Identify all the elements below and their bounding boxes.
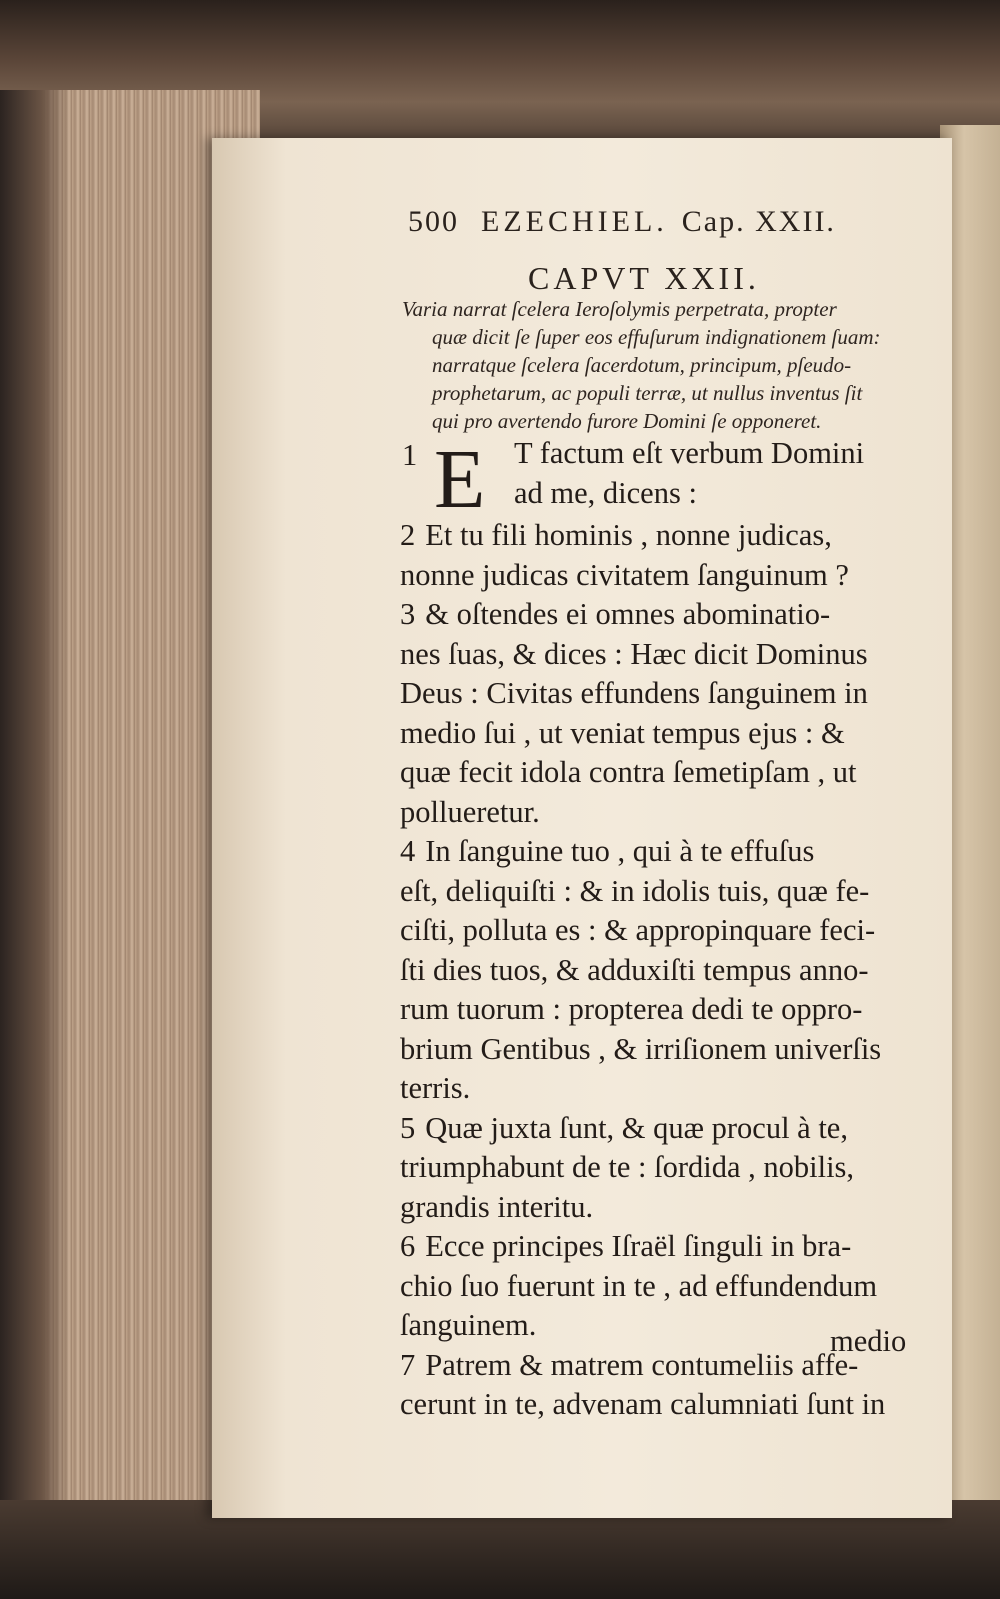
verse-line xyxy=(400,1385,940,1425)
summary-line: Varia narrat ſcelera Ieroſolymis perpetrata, propter xyxy=(402,297,837,321)
verse-line xyxy=(400,1227,940,1267)
verse-text-line: Ecce principes Iſraël ſinguli in bra- xyxy=(425,1229,852,1263)
spine-shadow xyxy=(0,90,70,1540)
verse-number: 7 xyxy=(400,1347,416,1382)
summary-line: qui pro avertendo furore Domini ſe opponeret. xyxy=(432,409,822,433)
verse-text-line: Et tu fili hominis , nonne judicas, xyxy=(425,518,832,552)
verse-text-line: Patrem & matrem contumeliis affe- xyxy=(425,1347,859,1382)
verse-text xyxy=(400,516,940,1425)
verse-line xyxy=(400,832,940,872)
verse-text-line: cerunt in te, advenam calumniati ſunt in xyxy=(400,1387,886,1421)
verse-text-line: Deus : Civitas effundens ſanguinem in xyxy=(400,676,868,710)
verse-text-line: pollueretur. xyxy=(400,794,540,829)
summary-line: prophetarum, ac populi terræ, ut nullus inventus ſit xyxy=(432,381,863,405)
verse-line: ad me, dicens : xyxy=(514,476,697,510)
catchword: medio xyxy=(830,1324,907,1358)
book-name: EZECHIEL. xyxy=(481,205,668,238)
summary-line: quæ dicit ſe ſuper eos effuſurum indignationem ſuam: xyxy=(432,325,881,349)
verse-line xyxy=(400,1030,940,1070)
verse-line xyxy=(400,674,940,714)
verse-number: 5 xyxy=(400,1110,416,1145)
verse-line xyxy=(400,714,940,754)
verse-text-line: nonne judicas civitatem ſanguinum ? xyxy=(400,557,849,592)
verse-number: 6 xyxy=(400,1229,416,1263)
verse-line xyxy=(400,1267,940,1307)
verse-text-line: ſanguinem. xyxy=(400,1308,537,1342)
verse-text-line: Quæ juxta ſunt, & quæ procul à te, xyxy=(425,1110,848,1145)
verse-line xyxy=(400,635,940,675)
verse-line xyxy=(400,951,940,991)
chapter-reference: Cap. XXII. xyxy=(681,205,836,238)
chapter-title: CAPVT XXII. xyxy=(528,260,760,296)
verse-number: 4 xyxy=(400,834,416,868)
verse-line xyxy=(400,516,940,556)
drop-cap: E xyxy=(434,433,486,526)
verse-line xyxy=(400,556,940,596)
verse-line xyxy=(400,753,940,793)
verse-text-line: brium Gentibus , & irriſionem univerſis xyxy=(400,1031,882,1066)
verse-line: T factum eſt verbum Domini xyxy=(514,436,865,470)
verse-line xyxy=(400,793,940,833)
chapter-summary xyxy=(402,295,942,435)
verse-line xyxy=(400,990,940,1030)
verse-number: 3 xyxy=(400,597,416,631)
verse-text-line: rum tuorum : propterea dedi te oppro- xyxy=(400,992,863,1026)
verse-line xyxy=(400,911,940,951)
verse-line xyxy=(400,1069,940,1109)
page-number: 500 xyxy=(408,205,459,238)
verse-text-line: medio ſui , ut veniat tempus ejus : & xyxy=(400,715,845,750)
verse-text-line: & oſtendes ei omnes abominatio- xyxy=(425,597,831,631)
verse-text-line: ſti dies tuos, & adduxiſti tempus anno- xyxy=(400,952,869,987)
verse-text-line: eſt, deliquiſti : & in idolis tuis, quæ fe- xyxy=(400,873,870,908)
verse-line xyxy=(400,1188,940,1228)
summary-line: narratque ſcelera ſacerdotum, principum, pſeudo- xyxy=(432,353,852,377)
verse-text-line: ciſti, polluta es : & appropinquare feci- xyxy=(400,913,876,947)
verse-text-line: quæ fecit idola contra ſemetipſam , ut xyxy=(400,755,857,789)
verse-line xyxy=(400,1109,940,1149)
verse-number: 2 xyxy=(400,518,416,552)
verse-text-line: triumphabunt de te : ſordida , nobilis, xyxy=(400,1150,855,1184)
verse-line xyxy=(400,872,940,912)
verse-text-line: terris. xyxy=(400,1071,471,1105)
verse-text-line: grandis interitu. xyxy=(400,1189,594,1224)
verse-line xyxy=(400,1148,940,1188)
running-head xyxy=(408,205,908,245)
verse-text-line: nes ſuas, & dices : Hæc dicit Dominus xyxy=(400,636,868,671)
verse-text-line: In ſanguine tuo , qui à te effuſus xyxy=(425,834,815,868)
verse-text-line: chio ſuo fuerunt in te , ad effundendum xyxy=(400,1268,878,1303)
book-page xyxy=(212,138,952,1518)
verse-line xyxy=(400,595,940,635)
verse-number: 1 xyxy=(402,438,418,472)
